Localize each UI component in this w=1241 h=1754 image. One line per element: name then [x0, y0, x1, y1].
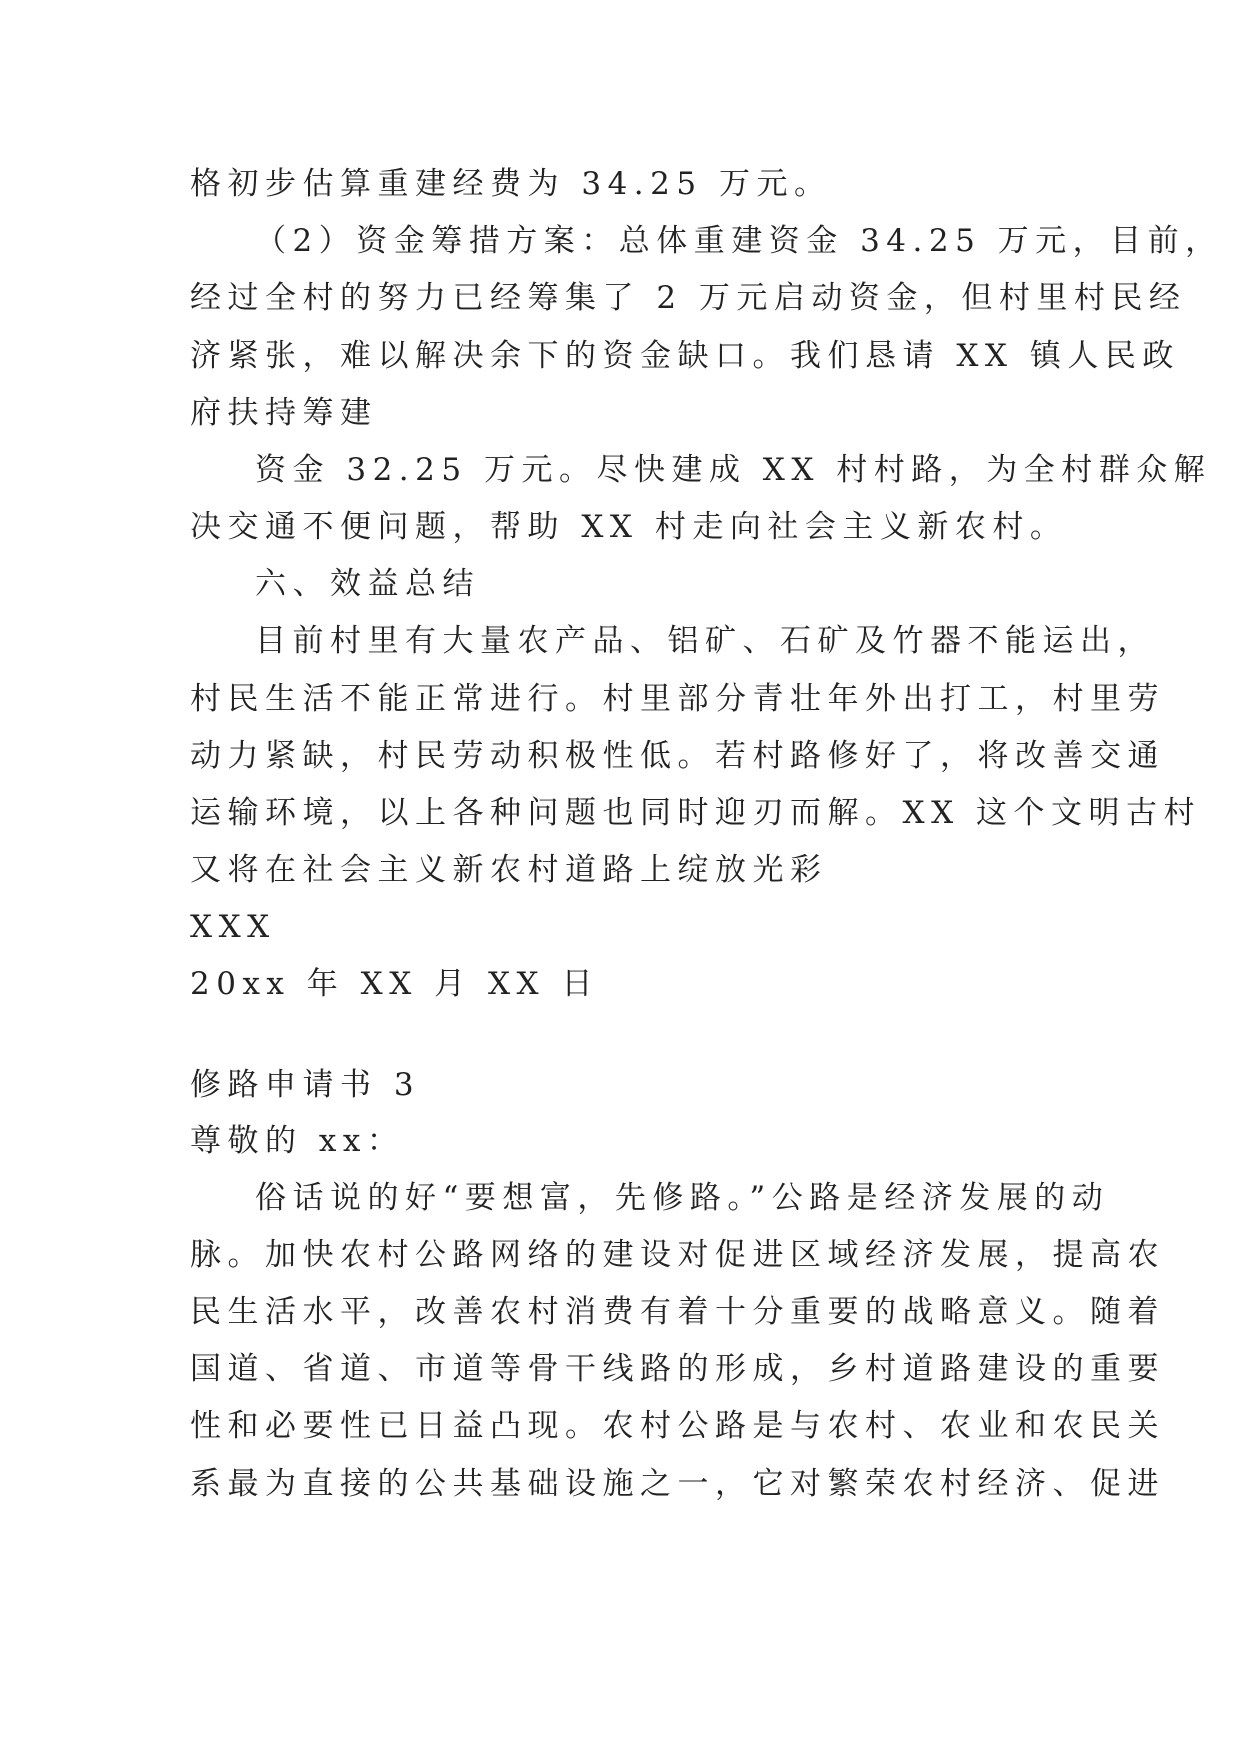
text-line: 运输环境，以上各种问题也同时迎刃而解。XX 这个文明古村: [190, 795, 1201, 831]
signature-date: 20xx 年 XX 月 XX 日: [190, 966, 599, 1002]
text-line: 经过全村的努力已经筹集了 2 万元启动资金，但村里村民经: [190, 280, 1187, 316]
text-line: 民生活水平，改善农村消费有着十分重要的战略意义。随着: [190, 1294, 1165, 1330]
document-title: 修路申请书 3: [190, 1067, 421, 1103]
signature-name: XXX: [190, 909, 276, 945]
text-line: 济紧张，难以解决余下的资金缺口。我们恳请 XX 镇人民政: [190, 338, 1180, 374]
text-line: 府扶持筹建: [190, 395, 378, 431]
section-heading: 六、效益总结: [255, 566, 480, 602]
text-line: 村民生活不能正常进行。村里部分青壮年外出打工，村里劳: [190, 681, 1165, 717]
text-line: 决交通不便问题，帮助 XX 村走向社会主义新农村。: [190, 509, 1068, 545]
salutation: 尊敬的 xx：: [190, 1123, 405, 1159]
text-line: 国道、省道、市道等骨干线路的形成，乡村道路建设的重要: [190, 1351, 1165, 1387]
text-line: 资金 32.25 万元。尽快建成 XX 村村路，为全村群众解: [255, 452, 1212, 488]
text-line: 又将在社会主义新农村道路上绽放光彩: [190, 852, 828, 888]
text-line: 性和必要性已日益凸现。农村公路是与农村、农业和农民关: [190, 1408, 1165, 1444]
text-line: 系最为直接的公共基础设施之一，它对繁荣农村经济、促进: [190, 1466, 1165, 1502]
text-line: 脉。加快农村公路网络的建设对促进区域经济发展，提高农: [190, 1237, 1165, 1273]
text-line: （2）资金筹措方案：总体重建资金 34.25 万元，目前，: [255, 223, 1223, 259]
text-line: 俗话说的好“要想富，先修路。”公路是经济发展的动: [255, 1180, 1110, 1216]
text-line: 动力紧缺，村民劳动积极性低。若村路修好了，将改善交通: [190, 738, 1165, 774]
text-line: 目前村里有大量农产品、铝矿、石矿及竹器不能运出，: [255, 623, 1155, 659]
text-line: 格初步估算重建经费为 34.25 万元。: [190, 166, 832, 202]
